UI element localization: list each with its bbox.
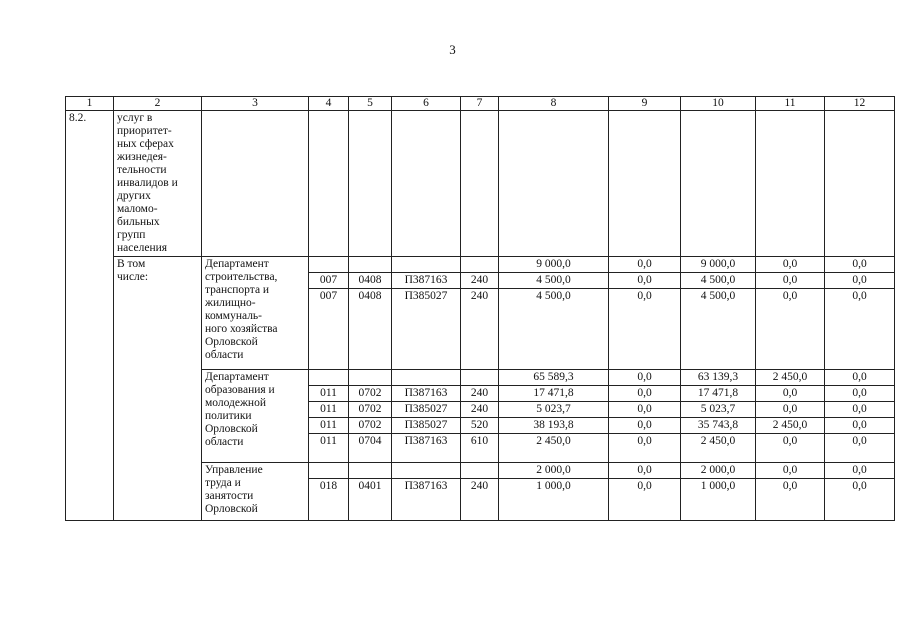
department-name-line: транспорта и <box>205 284 270 296</box>
empty-cell <box>756 111 825 257</box>
cell-c7: 240 <box>461 479 499 521</box>
cell-c7 <box>461 463 499 479</box>
department-name-line: коммуналь- <box>205 310 263 322</box>
department-name-line: занятости <box>205 490 254 502</box>
cell-c7: 240 <box>461 386 499 402</box>
cell-c9: 0,0 <box>609 463 681 479</box>
department-name-line: области <box>205 436 244 448</box>
item-name-line: жизнедея- <box>117 151 167 163</box>
department-name-line: молодежной <box>205 397 266 409</box>
department-name-line: образования и <box>205 384 275 396</box>
column-header: 9 <box>609 97 681 111</box>
department-name <box>202 463 309 521</box>
cell-c8: 1 000,0 <box>499 479 609 521</box>
cell-c5: 0408 <box>349 289 392 370</box>
header-row <box>66 97 895 111</box>
empty-cell <box>609 111 681 257</box>
cell-c11: 2 450,0 <box>756 418 825 434</box>
cell-c12: 0,0 <box>825 463 895 479</box>
cell-c4: 018 <box>309 479 349 521</box>
cell-c5: 0702 <box>349 418 392 434</box>
cell-c6: П385027 <box>392 418 461 434</box>
cell-c12: 0,0 <box>825 479 895 521</box>
cell-c9: 0,0 <box>609 289 681 370</box>
item-name-line: других <box>117 190 151 202</box>
column-header: 7 <box>461 97 499 111</box>
cell-c8: 9 000,0 <box>499 257 609 273</box>
empty-cell <box>202 111 309 257</box>
cell-c11: 2 450,0 <box>756 370 825 386</box>
department-name-line: Департамент <box>205 258 269 270</box>
cell-c4: 007 <box>309 273 349 289</box>
cell-c6 <box>392 370 461 386</box>
cell-c9: 0,0 <box>609 479 681 521</box>
cell-c12: 0,0 <box>825 289 895 370</box>
cell-c9: 0,0 <box>609 386 681 402</box>
department-name-line: области <box>205 349 244 361</box>
department-name-line: жилищно- <box>205 297 256 309</box>
cell-c9: 0,0 <box>609 434 681 463</box>
column-header: 4 <box>309 97 349 111</box>
cell-c8: 2 450,0 <box>499 434 609 463</box>
department-name-line: Департамент <box>205 371 269 383</box>
column-header: 12 <box>825 97 895 111</box>
department-name-line: строительства, <box>205 271 278 283</box>
cell-c10: 17 471,8 <box>681 386 756 402</box>
cell-c10: 63 139,3 <box>681 370 756 386</box>
department-name-line: Орловской <box>205 503 258 515</box>
cell-c9: 0,0 <box>609 273 681 289</box>
cell-c12: 0,0 <box>825 257 895 273</box>
cell-c8: 2 000,0 <box>499 463 609 479</box>
cell-c5: 0702 <box>349 402 392 418</box>
item-name-line: приоритет- <box>117 125 172 137</box>
cell-c6 <box>392 257 461 273</box>
cell-c10: 4 500,0 <box>681 289 756 370</box>
item-name-line: инвалидов и <box>117 177 178 189</box>
column-header: 1 <box>66 97 114 111</box>
item-title-row <box>66 111 895 257</box>
department-name-line: политики <box>205 410 252 422</box>
column-header: 11 <box>756 97 825 111</box>
cell-c12: 0,0 <box>825 273 895 289</box>
cell-c11: 0,0 <box>756 479 825 521</box>
cell-c5: 0408 <box>349 273 392 289</box>
cell-c9: 0,0 <box>609 402 681 418</box>
cell-c5 <box>349 257 392 273</box>
cell-c7: 520 <box>461 418 499 434</box>
cell-c5: 0704 <box>349 434 392 463</box>
cell-c11: 0,0 <box>756 463 825 479</box>
empty-cell <box>681 111 756 257</box>
column-header: 10 <box>681 97 756 111</box>
department-name-line: Орловской <box>205 336 258 348</box>
cell-c5: 0702 <box>349 386 392 402</box>
cell-c8: 17 471,8 <box>499 386 609 402</box>
page-number: 3 <box>449 42 456 57</box>
cell-c7: 240 <box>461 289 499 370</box>
item-name-line: маломо- <box>117 203 158 215</box>
column-header: 2 <box>114 97 202 111</box>
empty-cell <box>461 111 499 257</box>
cell-c4: 011 <box>309 402 349 418</box>
budget-table <box>65 96 895 521</box>
cell-c8: 5 023,7 <box>499 402 609 418</box>
item-name-line: бильных <box>117 216 160 228</box>
item-name-line: услуг в <box>117 112 153 124</box>
cell-c11: 0,0 <box>756 434 825 463</box>
cell-c10: 2 450,0 <box>681 434 756 463</box>
cell-c8: 4 500,0 <box>499 273 609 289</box>
cell-c4: 011 <box>309 434 349 463</box>
cell-c6: П387163 <box>392 386 461 402</box>
item-name-line: групп <box>117 229 146 241</box>
cell-c12: 0,0 <box>825 402 895 418</box>
cell-c4 <box>309 370 349 386</box>
department-name-line: труда и <box>205 477 241 489</box>
cell-c6: П385027 <box>392 402 461 418</box>
department-name-line: ного хозяйства <box>205 323 278 335</box>
cell-c10: 2 000,0 <box>681 463 756 479</box>
item-name <box>114 111 202 257</box>
column-header: 5 <box>349 97 392 111</box>
cell-c10: 35 743,8 <box>681 418 756 434</box>
item-name-line: ных сферах <box>117 138 174 150</box>
empty-cell <box>499 111 609 257</box>
empty-cell <box>392 111 461 257</box>
empty-cell <box>309 111 349 257</box>
department-name <box>202 257 309 370</box>
table-row <box>66 257 895 273</box>
table-body <box>66 97 895 521</box>
cell-c7: 240 <box>461 402 499 418</box>
cell-c5 <box>349 370 392 386</box>
cell-c4: 011 <box>309 386 349 402</box>
cell-c10: 4 500,0 <box>681 273 756 289</box>
cell-c6: П387163 <box>392 479 461 521</box>
cell-c12: 0,0 <box>825 418 895 434</box>
cell-c6: П387163 <box>392 273 461 289</box>
cell-c11: 0,0 <box>756 289 825 370</box>
cell-c4: 007 <box>309 289 349 370</box>
cell-c8: 38 193,8 <box>499 418 609 434</box>
cell-c4 <box>309 463 349 479</box>
cell-c11: 0,0 <box>756 257 825 273</box>
cell-c8: 65 589,3 <box>499 370 609 386</box>
cell-c12: 0,0 <box>825 386 895 402</box>
cell-c7 <box>461 257 499 273</box>
cell-c9: 0,0 <box>609 370 681 386</box>
item-name-line: тельности <box>117 164 167 176</box>
cell-c9: 0,0 <box>609 257 681 273</box>
in-that-number-line: В том <box>117 258 146 270</box>
cell-c7 <box>461 370 499 386</box>
item-name-line: населения <box>117 242 168 254</box>
cell-c10: 5 023,7 <box>681 402 756 418</box>
cell-c10: 9 000,0 <box>681 257 756 273</box>
cell-c11: 0,0 <box>756 402 825 418</box>
cell-c6: П385027 <box>392 289 461 370</box>
cell-c12: 0,0 <box>825 434 895 463</box>
cell-c7: 240 <box>461 273 499 289</box>
department-name-line: Орловской <box>205 423 258 435</box>
cell-c5 <box>349 463 392 479</box>
item-number: 8.2. <box>66 111 114 521</box>
cell-c5: 0401 <box>349 479 392 521</box>
department-name <box>202 370 309 463</box>
department-name-line: Управление <box>205 464 263 476</box>
cell-c11: 0,0 <box>756 386 825 402</box>
cell-c10: 1 000,0 <box>681 479 756 521</box>
column-header: 6 <box>392 97 461 111</box>
cell-c4 <box>309 257 349 273</box>
empty-cell <box>825 111 895 257</box>
cell-c4: 011 <box>309 418 349 434</box>
cell-c12: 0,0 <box>825 370 895 386</box>
empty-cell <box>349 111 392 257</box>
in-that-number <box>114 257 202 521</box>
cell-c11: 0,0 <box>756 273 825 289</box>
cell-c8: 4 500,0 <box>499 289 609 370</box>
cell-c6: П387163 <box>392 434 461 463</box>
cell-c9: 0,0 <box>609 418 681 434</box>
in-that-number-line: числе: <box>117 271 149 283</box>
cell-c6 <box>392 463 461 479</box>
column-header: 3 <box>202 97 309 111</box>
cell-c7: 610 <box>461 434 499 463</box>
column-header: 8 <box>499 97 609 111</box>
